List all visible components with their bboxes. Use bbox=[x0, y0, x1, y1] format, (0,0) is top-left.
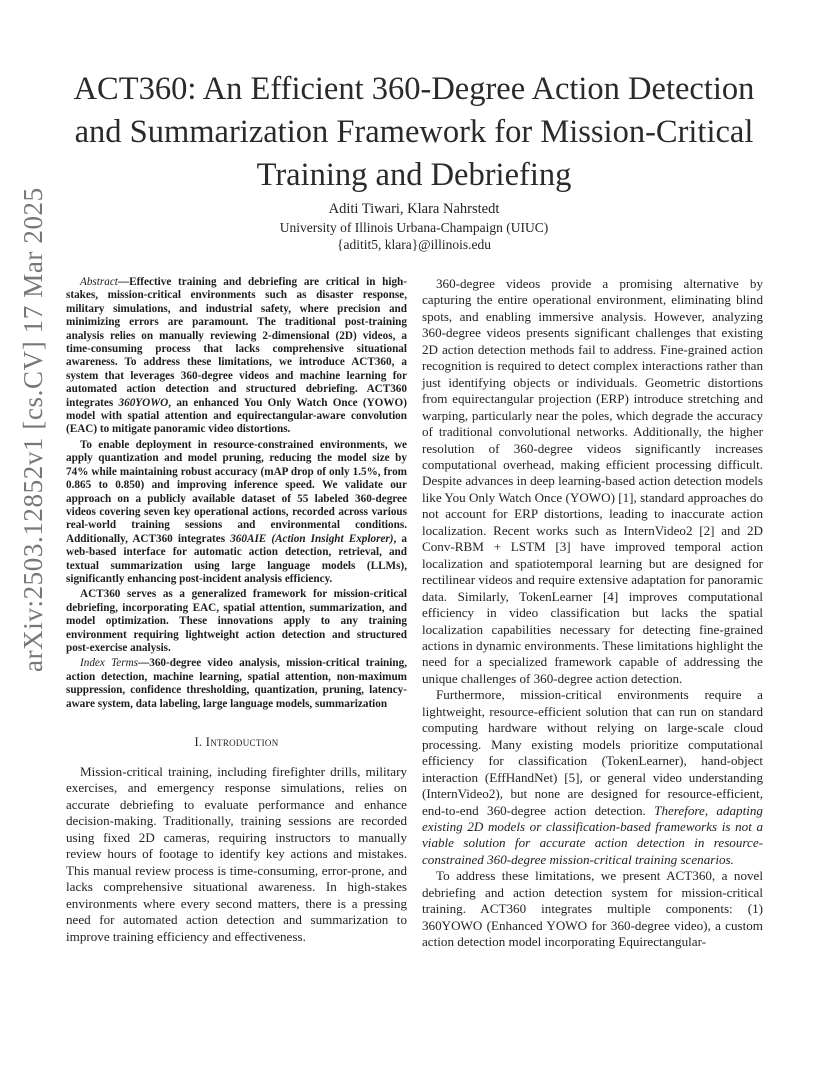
paper-title: ACT360: An Efficient 360-Degree Action Detection and Summarization Framework for Mission-Critical Training and Debriefing bbox=[73, 71, 755, 193]
arxiv-stamp: arXiv:2503.12852v1 [cs.CV] 17 Mar 2025 bbox=[18, 187, 48, 672]
intro-paragraph-1: Mission-critical training, including firefighter drills, military exercises, and emergency response simulations, relies on accurate debriefing to evaluate performance and enhance decision-making. Traditionally, training sessions are recorded using fixed 2D cameras, requiring instructors to manually review hours of footage to identify key actions and mistakes. This manual review process is time-consuming, error-prone, and lacks comprehensive situational awareness. In high-stakes environments where every second matters, there is a pressing need for automated action detection and summarization to improve training efficiency and effectiveness. bbox=[66, 764, 407, 944]
index-terms bbox=[66, 657, 407, 711]
affiliation: University of Illinois Urbana-Champaign (UIUC) bbox=[279, 220, 549, 235]
right-paragraph-3: To address these limitations, we present ACT360, a novel debriefing and action detection system for mission-critical training. ACT360 integrates multiple components: (1) 360YOWO (Enhanced YOWO for 360-degree video), a custom action detection model incorporating Equirectangular- bbox=[422, 868, 763, 950]
right-column bbox=[422, 276, 763, 951]
abstract-paragraph-3: ACT360 serves as a generalized framework for mission-critical debriefing, incorporating EAC, spatial attention, summarization, and model optimization. These innovations apply to any training environment requiring lightweight action detection and structured post-exercise analysis. bbox=[66, 588, 407, 654]
right-text-2: Furthermore, mission-critical environments require a lightweight, resource-efficient solution that can run on standard computing hardware without relying on large-scale cloud processing. Many existing models prioritize computational efficiency for classification (TokenLearner), hand-object interaction (EffHandNet) [5], or general video understanding (InternVideo2), but none are designed for resource-efficient, end-to-end 360-degree action detection. bbox=[422, 687, 763, 818]
index-terms-text: —360-degree video analysis, mission-critical training, action detection, machine learning, spatial attention, non-maximum suppression, confidence thresholding, quantization, pruning, latency-aware system, data labeling, large language models, summarization bbox=[66, 657, 407, 710]
right-paragraph-2 bbox=[422, 687, 763, 868]
right-paragraph-1: 360-degree videos provide a promising alternative by capturing the entire operational environment, eliminating blind spots, and enabling immersive analysis. However, analyzing 360-degree videos presents significant challenges that existing 2D action detection methods fail to address. Fine-grained action recognition is required to detect complex interactions rather than just identifying objects or individuals. Geometric distortions from equirectangular projection (ERP) introduce stretching and warping, particularly near the poles, which degrade the accuracy of traditional convolutional networks. Additionally, the higher resolution of 360-degree videos significantly increases computational overhead, making efficient processing difficult. Despite advances in deep learning-based action detection models like You Only Watch Once (YOWO) [1], standard approaches do not account for ERP distortions, leading to inaccurate action localization. Recent works such as InternVideo2 [2] and 2D Conv-RBM + LSTM [3] have improved temporal action localization and spatiotemporal learning but are designed for rectilinear videos and require extensive adaptation for panoramic data. Similarly, TokenLearner [4] improves computational efficiency in video classification but lacks the spatial localization capabilities necessary for detecting fine-grained actions in dynamic environments. These limitations highlight the need for a specialized framework capable of addressing the unique challenges of 360-degree action detection. bbox=[422, 276, 763, 686]
abstract-text-2: To enable deployment in resource-constrained environments, we apply quantization and model pruning, reducing the model size by 74% while maintaining robust accuracy (mAP drop of only 1.5%, from 0.865 to 0.850) and improving inference speed. We validate our approach on a publicly available dataset of 55 labeled 360-degree videos covering seven key operational actions, recorded across various real-world training sessions and environmental conditions. Additionally, ACT360 integrates bbox=[66, 438, 407, 545]
abstract-label: Abstract bbox=[80, 276, 118, 288]
abstract-em-360yowo: 360YOWO bbox=[118, 396, 169, 409]
abstract-text-2-end: , a web-based interface for automatic action detection, retrieval, and textual summarization using large language models (LLMs), significantly enhancing post-incident analysis efficiency. bbox=[66, 532, 407, 585]
authors: Aditi Tiwari, Klara Nahrstedt bbox=[328, 201, 500, 217]
index-terms-label: Index Terms bbox=[80, 657, 139, 670]
abstract-paragraph-2 bbox=[66, 439, 407, 586]
abstract-paragraph-1 bbox=[66, 276, 407, 437]
abstract-text-1-end: , an enhanced You Only Watch Once (YOWO) model with spatial attention and equirectangular-aware convolution (EAC) to mitigate panoramic video distortions. bbox=[66, 396, 407, 436]
abstract-em-360aie: 360AIE (Action Insight Explorer) bbox=[230, 532, 394, 545]
right-text-2-emphasis: Therefore, adapting existing 2D models or classification-based frameworks is not a viable solution for accurate action detection in resource-constrained 360-degree mission-critical training scenarios. bbox=[422, 802, 763, 867]
email: {aditit5, klara}@illinois.edu bbox=[337, 237, 491, 252]
abstract-text-1: —Effective training and debriefing are critical in high-stakes, mission-critical environments such as disaster response, military simulations, and industrial safety, where precision and minimizing errors are paramount. The traditional post-training analysis relies on manually reviewing 2-dimensional (2D) videos, a time-consuming process that lacks comprehensive situational awareness. To address these limitations, we introduce ACT360, a system that leverages 360-degree videos and machine learning for automated action detection and structured debriefing. ACT360 integrates bbox=[66, 276, 407, 409]
left-column bbox=[66, 276, 407, 945]
section-heading-introduction: I. Introduction bbox=[194, 735, 279, 749]
